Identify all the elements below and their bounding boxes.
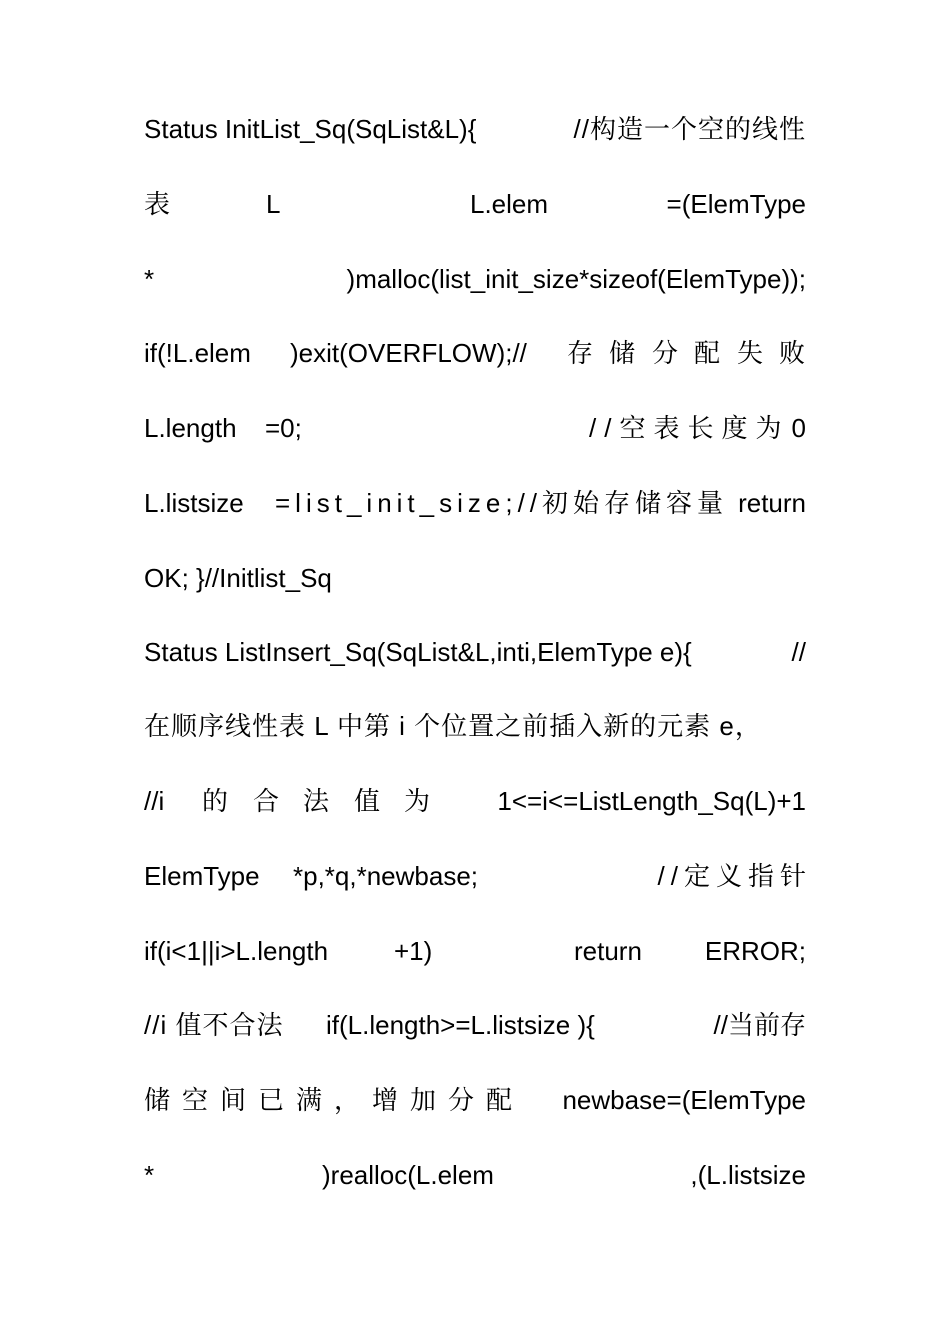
text-fragment: ， (334, 1085, 361, 1115)
text-line-9 (144, 706, 806, 746)
code-fragment: OK; }//Initlist_Sq (144, 563, 332, 593)
code-fragment: =(ElemType (666, 189, 806, 219)
code-fragment: 1<=i<=ListLength_Sq(L)+1 (497, 786, 806, 816)
text-fragment: 存 (567, 338, 594, 368)
code-fragment: )exit(OVERFLOW);// (290, 338, 527, 368)
text-fragment: 配 (694, 338, 721, 368)
code-fragment: +1) (394, 936, 433, 966)
text-fragment: 法 (303, 786, 330, 816)
code-comment: //当前存 (713, 1010, 806, 1040)
code-fragment: Status ListInsert_Sq(SqList&L,inti,ElemType e){ (144, 637, 692, 667)
text-fragment: 配 (486, 1085, 513, 1115)
code-comment: //空表长度为 (589, 413, 790, 443)
code-fragment: )realloc(L.elem (322, 1160, 494, 1190)
code-fragment: L.listsize (144, 488, 244, 518)
code-fragment: L.elem (470, 189, 549, 219)
code-fragment: * (144, 1160, 155, 1190)
code-fragment: )malloc(list_init_size*sizeof(ElemType)); (346, 264, 806, 294)
text-line-1 (144, 109, 806, 149)
code-fragment: ElemType (144, 861, 260, 891)
code-comment: //定义指针 (657, 861, 812, 891)
code-fragment: return (574, 936, 642, 966)
code-comment: =list_init_size;//初始存储容量 (275, 488, 729, 518)
text-fragment: 失 (737, 338, 764, 368)
text-fragment: 在顺序线性表 L 中第 i 个位置之前插入新的元素 e， (144, 711, 762, 741)
text-line-15 (144, 1155, 806, 1195)
code-comment: //i 值不合法 (144, 1010, 284, 1040)
text-fragment: 分 (652, 338, 679, 368)
text-fragment: 分 (448, 1085, 475, 1115)
code-fragment: ERROR; (704, 936, 806, 966)
text-fragment: 合 (253, 786, 280, 816)
text-fragment: 0 (791, 413, 806, 443)
text-line-4 (144, 333, 806, 373)
text-line-10 (144, 781, 806, 821)
code-fragment: *p,*q,*newbase; (293, 861, 479, 891)
text-line-11 (144, 856, 812, 896)
text-line-7 (144, 558, 806, 598)
code-comment: //i (144, 786, 165, 816)
text-fragment: 满 (296, 1085, 323, 1115)
text-fragment: 间 (220, 1085, 247, 1115)
code-fragment: if(L.length>=L.listsize ){ (326, 1010, 595, 1040)
code-fragment: L.length (144, 413, 237, 443)
text-fragment: 已 (258, 1085, 285, 1115)
text-fragment: 的 (202, 786, 229, 816)
text-line-5 (144, 408, 806, 448)
text-line-13 (144, 1005, 806, 1045)
text-line-12 (144, 931, 806, 971)
text-fragment: 空 (182, 1085, 209, 1115)
code-comment: //构造一个空的线性 (573, 114, 806, 144)
text-line-2 (144, 184, 806, 224)
text-line-6 (144, 483, 806, 523)
code-fragment: if(i<1||i>L.length (144, 936, 329, 966)
code-comment: // (791, 637, 806, 667)
text-line-3 (144, 259, 806, 299)
text-line-8 (144, 632, 806, 672)
text-fragment: 值 (354, 786, 381, 816)
code-fragment: * (144, 264, 155, 294)
code-fragment: ,(L.listsize (690, 1160, 806, 1190)
code-fragment: newbase=(ElemType (562, 1085, 806, 1115)
text-fragment: L (266, 189, 281, 219)
text-line-14 (144, 1080, 806, 1120)
text-fragment: 败 (779, 338, 806, 368)
code-fragment: =0; (265, 413, 302, 443)
code-fragment: return (738, 488, 806, 518)
text-fragment: 表 (144, 189, 171, 219)
code-fragment: if(!L.elem (144, 338, 251, 368)
text-fragment: 储 (609, 338, 636, 368)
text-fragment: 储 (144, 1085, 171, 1115)
code-fragment: Status InitList_Sq(SqList&L){ (144, 114, 477, 144)
text-fragment: 加 (410, 1085, 437, 1115)
text-fragment: 增 (372, 1085, 399, 1115)
text-fragment: 为 (404, 786, 431, 816)
